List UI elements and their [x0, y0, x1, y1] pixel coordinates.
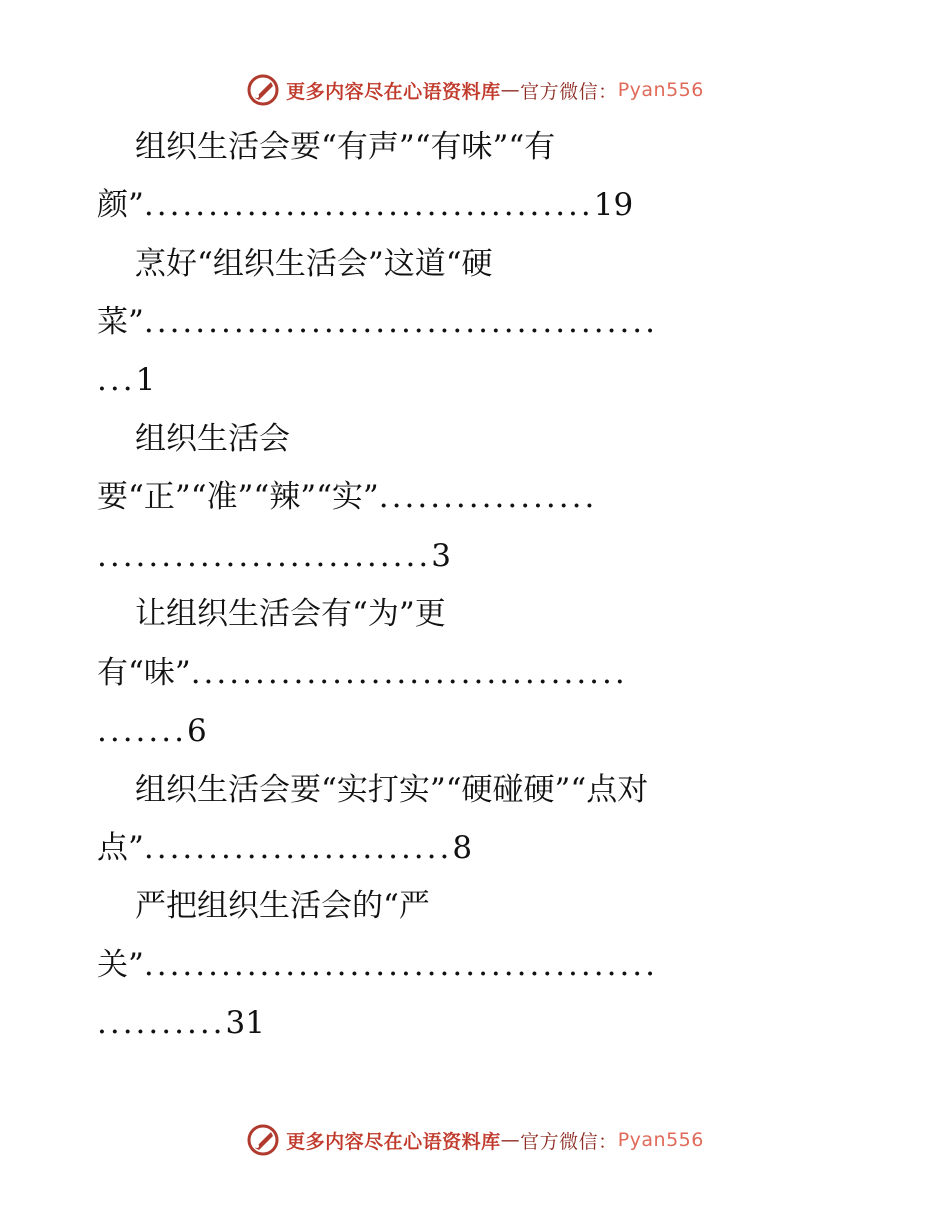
banner-text-id: Pyan556 [617, 1129, 704, 1151]
toc-entry-6-leader: ........................................ [143, 947, 659, 983]
toc-entry-5-line2[interactable] [97, 828, 857, 868]
watermark-banner-bottom [0, 1120, 950, 1160]
toc-entry-3-leader: ................. [378, 479, 598, 515]
toc-entry-6-page: 31 [225, 1005, 265, 1041]
pen-logo-icon [246, 73, 280, 107]
banner-text-wechat: 官方微信： [520, 80, 618, 103]
banner-text-main: 更多内容尽在心语资料库 [286, 1130, 501, 1153]
toc-entry-2-page: 1 [135, 362, 156, 398]
toc-entry-4-page: 6 [186, 713, 207, 749]
toc-entry-2-leader: ........................................ [143, 304, 659, 340]
toc-entry-3-tail: 要“正”“准”“辣”“实” [97, 479, 379, 515]
toc-entry-4-leader: .................................. [190, 655, 628, 691]
toc-entry-5-page: 8 [452, 830, 473, 866]
toc-entry-5-leader: ........................ [143, 830, 453, 866]
pen-logo-icon [246, 1123, 280, 1157]
banner-text-id: Pyan556 [617, 79, 704, 101]
toc-entry-2-title: 烹好“组织生活会”这道“硬 [135, 246, 493, 282]
toc-entry-4-line2[interactable] [97, 653, 857, 693]
toc-entry-2-line3[interactable] [97, 360, 857, 400]
toc-entry-3-page: 3 [431, 538, 451, 574]
toc-entry-3-line2[interactable] [97, 477, 857, 517]
banner-text-main: 更多内容尽在心语资料库 [286, 80, 501, 103]
toc-entry-2-leader-cont: ... [97, 362, 136, 398]
toc-entry-3-leader-cont: .......................... [97, 538, 432, 574]
toc-entry-4-title: 让组织生活会有“为”更 [135, 596, 446, 632]
toc-entry-4-line3[interactable] [97, 711, 857, 751]
toc-entry-1-line2[interactable] [97, 185, 857, 225]
toc-entry-6-line2[interactable] [97, 945, 857, 985]
toc-entry-3-title: 组织生活会 [135, 421, 290, 457]
toc-entry-1-leader: ................................... [143, 187, 594, 223]
banner-text-wechat: 官方微信： [520, 1130, 618, 1153]
banner-dash: — [500, 79, 521, 101]
toc-entry-4-leader-cont: ....... [97, 713, 187, 749]
toc-entry-2-tail: 菜” [97, 304, 144, 340]
toc-entry-5-title: 组织生活会要“实打实”“硬碰硬”“点对 [135, 772, 649, 808]
toc-entry-2-line2[interactable] [97, 302, 857, 342]
toc-entry-1-page: 19 [593, 187, 634, 223]
toc-entry-4-tail: 有“味” [97, 655, 191, 691]
toc-entry-1-tail: 颜” [97, 187, 144, 223]
toc-entry-6-title: 严把组织生活会的“严 [135, 888, 430, 924]
banner-dash: — [500, 1129, 521, 1151]
watermark-banner-top [0, 70, 950, 110]
toc-entry-5-tail: 点” [97, 830, 144, 866]
toc-entry-1-title: 组织生活会要“有声”“有味”“有 [135, 129, 556, 165]
toc-entry-6-leader-cont: .......... [97, 1005, 226, 1041]
toc-entry-6-line3[interactable] [97, 1003, 857, 1043]
toc-entry-3-line3[interactable] [97, 536, 857, 576]
toc-entry-6-tail: 关” [97, 947, 144, 983]
